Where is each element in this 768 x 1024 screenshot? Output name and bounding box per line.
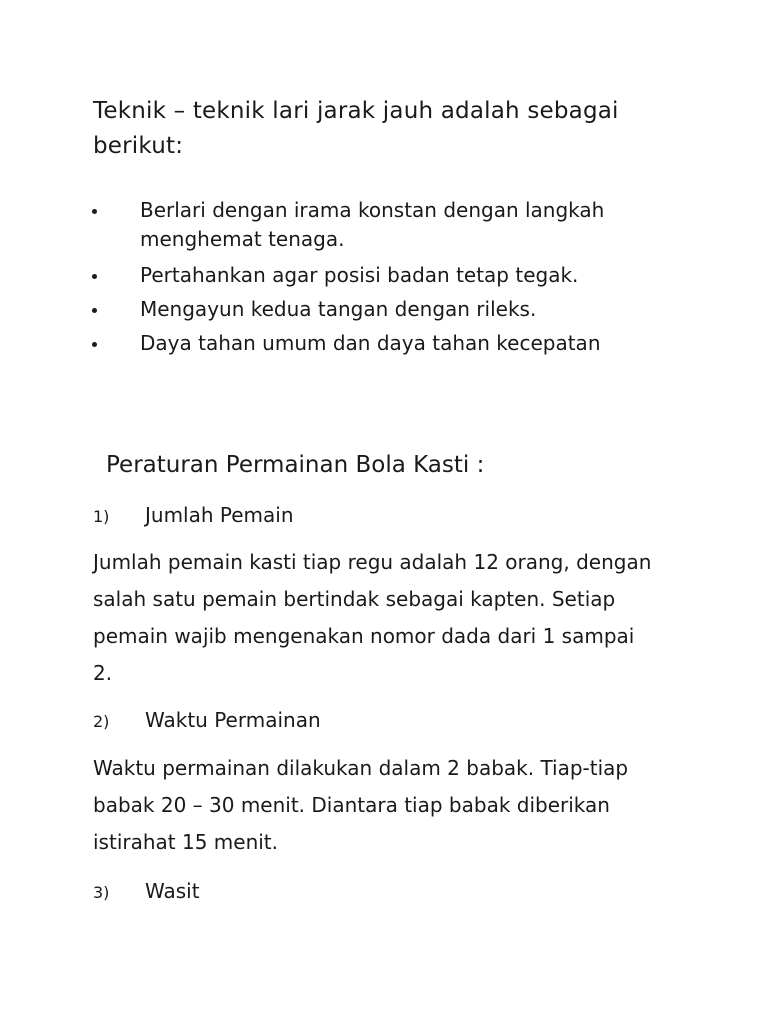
item-number: 3) [93, 883, 110, 902]
bullet-text: Pertahankan agar posisi badan tetap tegak. [140, 263, 579, 287]
numbered-item-title [93, 500, 294, 532]
bullet-dot-icon [92, 274, 97, 279]
bullet-item [92, 329, 692, 358]
section-heading-peraturan: Peraturan Permainan Bola Kasti : [106, 452, 485, 478]
bullet-dot-icon [92, 209, 97, 214]
item-number: 2) [93, 712, 110, 731]
teknik-bullet-list [92, 196, 692, 363]
bullet-text: Mengayun kedua tangan dengan rileks. [140, 297, 537, 321]
bullet-dot-icon [92, 342, 97, 347]
item-number: 1) [93, 507, 110, 526]
item-body: Waktu permainan dilakukan dalam 2 babak. Tiap-tiap babak 20 – 30 menit. Diantara tiap babak diberikan istirahat 15 menit. [93, 756, 629, 854]
numbered-item-title [93, 876, 200, 908]
item-body: Jumlah pemain kasti tiap regu adalah 12 orang, dengan salah satu pemain bertindak sebagai kapten. Setiap pemain wajib mengenakan nomor dada dari 1 sampai 2. [93, 550, 652, 685]
item-title: Waktu Permainan [145, 708, 321, 732]
bullet-item [92, 295, 692, 324]
section-heading-teknik: Teknik – teknik lari jarak jauh adalah sebagai berikut: [93, 98, 619, 159]
item-title: Wasit [145, 879, 200, 903]
numbered-item-title [93, 705, 321, 737]
bullet-item [92, 261, 692, 290]
bullet-text: Berlari dengan irama konstan dengan langkah menghemat tenaga. [140, 198, 605, 251]
bullet-dot-icon [92, 308, 97, 313]
bullet-item [92, 196, 692, 254]
bullet-text: Daya tahan umum dan daya tahan kecepatan [140, 331, 601, 355]
item-title: Jumlah Pemain [145, 503, 294, 527]
